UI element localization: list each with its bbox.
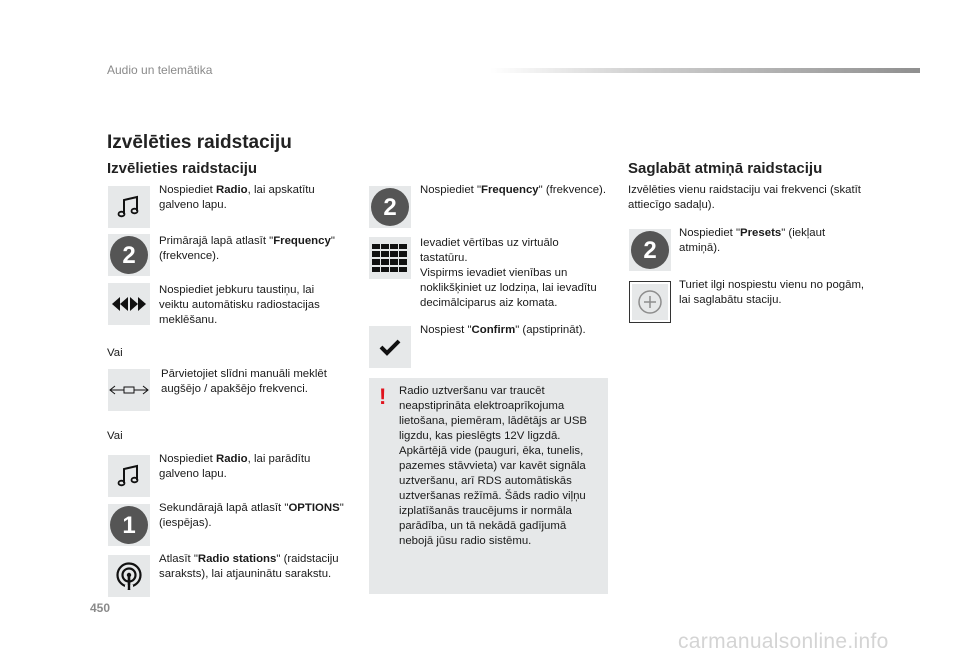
keypad-icon xyxy=(369,237,411,279)
radio-antenna-icon xyxy=(108,555,150,597)
frequency-slider-icon xyxy=(108,369,150,411)
svg-text:2: 2 xyxy=(383,194,397,221)
music-note-icon xyxy=(108,186,150,228)
header-title: Audio un telemātika xyxy=(107,63,213,77)
warning-text: Radio uztveršanu var traucēt neapstiprināta elektroaprīkojuma lietošana, piemēram, lādētājs ar USB ligzdu, kas pieslēgts 12V ligzdā. Apkārtējā vide (pauguri, ēka, tunelis, pazemes stāvvieta) var kavēt signāla uztveršanu, arī RDS automātiskās uztveršanas režīmā. Šāds radio viļņu izplatīšanās traucējums ir normāla parādība, un tā nekādā gadījumā nebojā jūsu radio sistēmu. xyxy=(399,385,588,547)
seek-arrows-icon xyxy=(108,283,150,325)
step-2-badge xyxy=(629,229,671,271)
middle-step-1-text: Nospiediet "Frequency" (frekvence). xyxy=(420,184,606,196)
or-label-1: Vai xyxy=(107,347,123,359)
preset-add-icon xyxy=(629,281,671,323)
step-1-badge xyxy=(108,504,150,546)
left-step-2-text: Primārajā lapā atlasīt "Frequency" (frekvence). xyxy=(159,235,335,262)
page-number: 450 xyxy=(90,601,111,615)
left-step-4-text: Pārvietojiet slīdni manuāli meklēt augšējo / apakšējo frekvenci. xyxy=(161,368,327,395)
right-intro-text: Izvēlēties vienu raidstaciju vai frekvenci (skatīt attiecīgo sadaļu). xyxy=(628,184,861,211)
left-step-6-text: Sekundārajā lapā atlasīt "OPTIONS" (iespējas). xyxy=(159,502,344,529)
left-section-title: Izvēlieties raidstaciju xyxy=(107,160,258,177)
page-title: Izvēlēties raidstaciju xyxy=(107,132,292,153)
header-divider xyxy=(490,68,920,73)
left-step-1-text: Nospiediet Radio, lai apskatītu galveno lapu. xyxy=(159,184,315,211)
step-2-badge xyxy=(108,234,150,276)
checkmark-icon xyxy=(369,326,411,368)
watermark: carmanualsonline.info xyxy=(678,630,889,653)
music-note-icon xyxy=(108,455,150,497)
right-section-title: Saglabāt atmiņā raidstaciju xyxy=(628,160,823,177)
svg-text:1: 1 xyxy=(122,512,136,539)
warning-icon: ! xyxy=(379,384,387,409)
right-step-2-text: Turiet ilgi nospiestu vienu no pogām, lai saglabātu staciju. xyxy=(679,279,865,306)
middle-step-3-text: Nospiest "Confirm" (apstiprināt). xyxy=(420,324,586,336)
or-label-2: Vai xyxy=(107,430,123,442)
step-2-badge xyxy=(369,186,411,228)
right-step-1-text: Nospiediet "Presets" (iekļaut atmiņā). xyxy=(679,227,826,254)
middle-step-2-text: Ievadiet vērtības uz virtuālo tastatūru. Vispirms ievadiet vienības un noklikšķiniet uz lodziņa, lai ievadītu decimālciparus aiz komata. xyxy=(420,237,597,309)
left-step-5-text: Nospiediet Radio, lai parādītu galveno lapu. xyxy=(159,453,311,480)
svg-text:2: 2 xyxy=(643,237,657,264)
left-step-7-text: Atlasīt "Radio stations" (raidstaciju saraksts), lai atjauninātu sarakstu. xyxy=(159,553,339,580)
left-step-3-text: Nospiediet jebkuru taustiņu, lai veiktu automātisku radiostacijas meklēšanu. xyxy=(159,284,320,326)
svg-text:2: 2 xyxy=(122,242,136,269)
